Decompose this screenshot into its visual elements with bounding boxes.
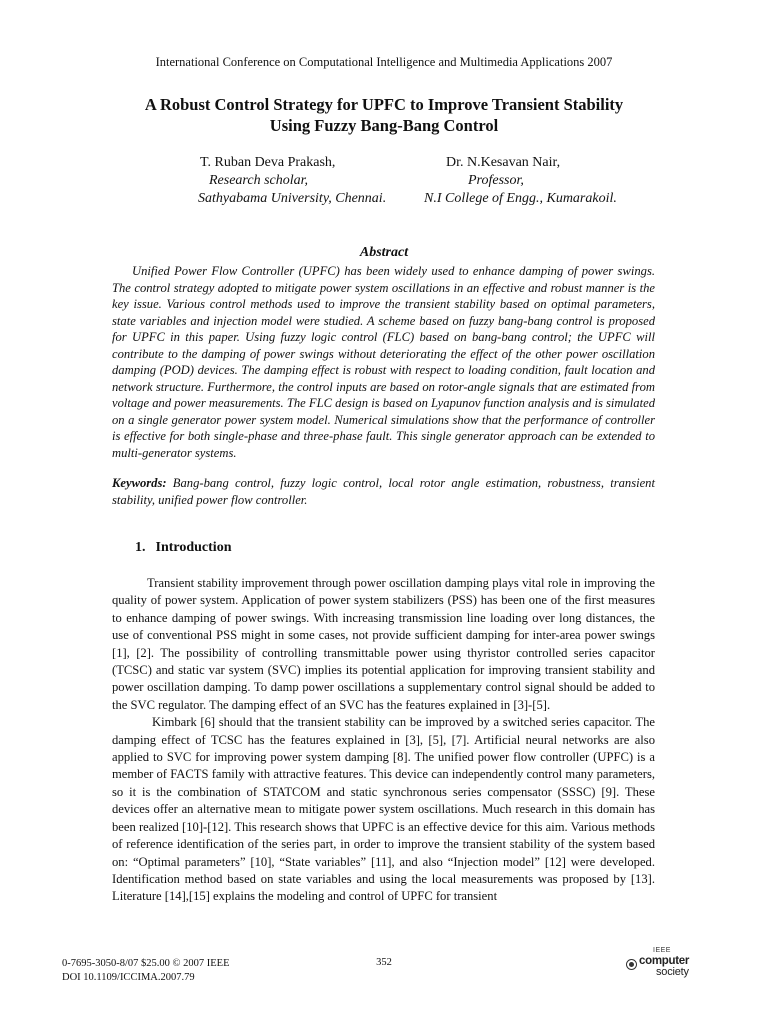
keywords: [112, 475, 655, 508]
conference-header: International Conference on Computational Intelligence and Multimedia Applications 2007: [155, 55, 613, 69]
author-block-1: [198, 154, 386, 208]
page-number: 352: [376, 957, 392, 968]
author-role: Professor,: [468, 173, 524, 188]
section-number: 1.: [135, 540, 146, 555]
title-line-2: Using Fuzzy Bang-Bang Control: [269, 116, 499, 135]
title-line-1: A Robust Control Strategy for UPFC to Improve Transient Stability: [144, 95, 624, 114]
author-block-2: [424, 154, 617, 208]
abstract-heading: Abstract: [359, 245, 409, 260]
keywords-text: Bang-bang control, fuzzy logic control, local rotor angle estimation, robustness, transient stability, unified power flow controller.: [112, 476, 655, 507]
gear-icon: [626, 959, 637, 970]
logo-text-computer: computer: [639, 955, 689, 967]
logo-text-society: society: [656, 966, 689, 978]
keywords-label: Keywords:: [112, 476, 167, 490]
author-role: Research scholar,: [209, 173, 309, 188]
author-name: Dr. N.Kesavan Nair,: [446, 155, 561, 170]
isbn-line: 0-7695-3050-8/07 $25.00 © 2007 IEEE: [62, 958, 230, 969]
paper-title: [60, 94, 708, 136]
ieee-computer-society-logo: [626, 947, 706, 979]
abstract-text: Unified Power Flow Controller (UPFC) has been widely used to enhance damping of power swings. The control strategy adopted to mitigate power system oscillations in an effective and robust manner is the key issue. Various control methods used to improve the transient stability based on optimal parameters, state variables and injection model were studied. A scheme based on fuzzy bang-bang control is proposed for UPFC in this paper. Using fuzzy logic control (FLC) based on bang-bang control; the UPFC will contribute to the damping of power swings without deteriorating the effect of the other power oscillation damping (POD) devices. The damping effect is robust with respect to loading condition, fault location and network structure. Furthermore, the control inputs are based on rotor-angle signals that are estimated from voltage and power measurements. The FLC design is based on Lyapunov function analysis and is simulated on a single generator power system model. Numerical simulations show that the performance of controller is effective for both single-phase and three-phase fault. This single generator approach can be extended to multi-generator systems.: [112, 264, 655, 460]
logo-text-ieee: IEEE: [653, 947, 671, 954]
doi-line: DOI 10.1109/ICCIMA.2007.79: [62, 972, 195, 983]
author-institution: Sathyabama University, Chennai.: [198, 191, 387, 206]
author-name: T. Ruban Deva Prakash,: [200, 155, 336, 170]
section-title: Introduction: [155, 540, 232, 555]
author-institution: N.I College of Engg., Kumarakoil.: [424, 191, 617, 206]
body-paragraph: Kimbark [6] should that the transient stability can be improved by a switched series capacitor. The damping effect of TCSC has the features explained in [3], [5], [7]. Artificial neural networks are also applied to SVC for improving power system damping [8]. The unified power flow controller (UPFC) is a member of FACTS family with attractive features. This device can independently control many parameters, so it is the combination of STATCOM and static synchronous series compensator (SSSC) [9]. These devices offer an alternative mean to mitigate power system oscillations. Much research in this domain has been realized [10]-[12]. This research shows that UPFC is an effective device for this aim. Various methods of reference identification of the series part, in order to improve the transient stability of the system based on: “Optimal parameters” [10], “State variables” [11], and also “Injection model” [12] were developed. Identification method based on state variables and using the local measurements was proposed by [13]. Literature [14],[15] explains the modeling and control of UPFC for transient: [112, 715, 655, 904]
section-body: [112, 575, 655, 906]
body-paragraph: Transient stability improvement through power oscillation damping plays vital role in improving the quality of power system. Application of power system stabilizers (PSS) has been one of the first measures to enhance damping of power swings. With increasing transmission line loading over long distances, the use of conventional PSS might in some cases, not provide sufficient damping for inter-area power swings [1], [2]. The possibility of controlling transmittable power using thyristor controlled series capacitor (TCSC) and static var system (SVC) implies its potential application for improving transient stability and power oscillation damping. To damp power oscillations a supplementary control signal should be added to the SVC regulator. The damping effect of an SVC has the features explained in [3]-[5].: [112, 576, 655, 712]
section-heading: [135, 540, 231, 556]
